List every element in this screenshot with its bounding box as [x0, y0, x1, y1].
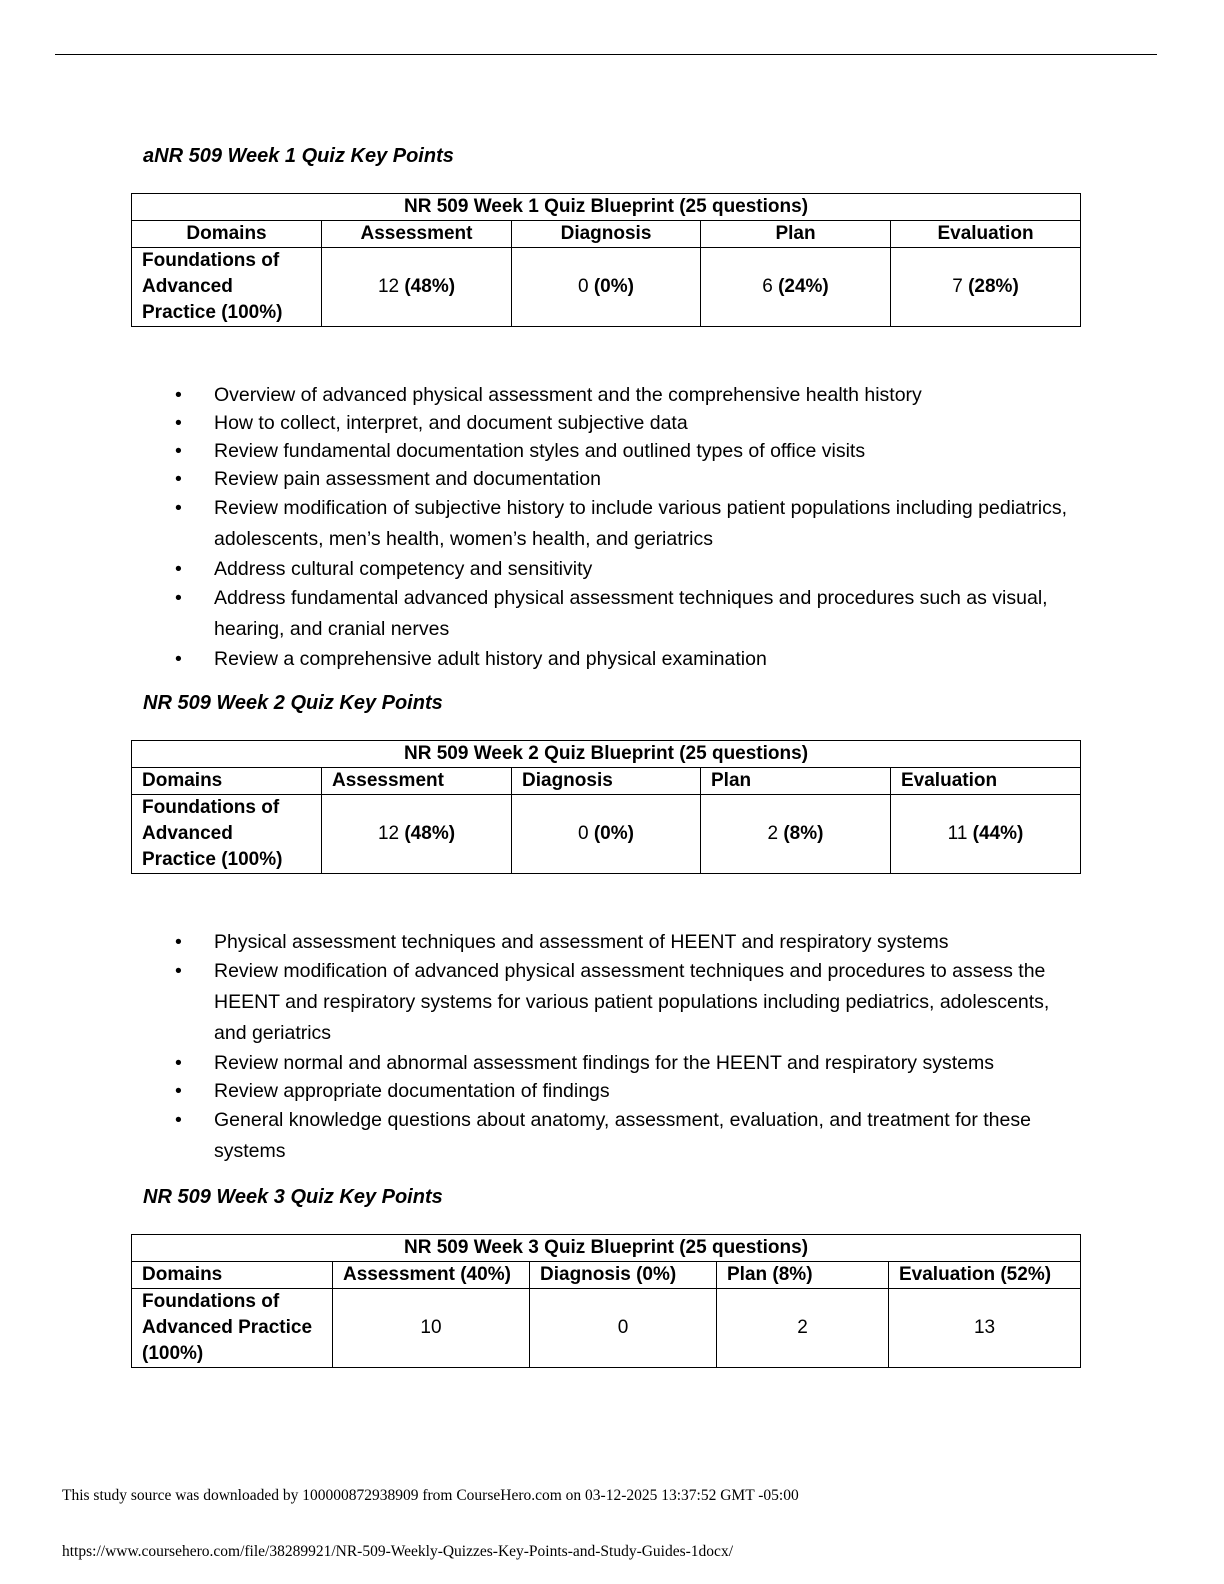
question-count: 0 — [617, 1317, 629, 1338]
list-item — [0, 409, 1224, 437]
question-percent: (8%) — [783, 823, 824, 844]
table-cell — [701, 795, 891, 874]
column-header: Domains — [132, 768, 322, 795]
week1-title: aNR 509 Week 1 Quiz Key Points — [143, 145, 454, 167]
download-notice: This study source was downloaded by 100000872938909 from CourseHero.com on 03-12-2025 13:37:52 GMT -05:00 — [62, 1487, 799, 1504]
column-header: Diagnosis (0%) — [530, 1262, 717, 1289]
column-header: Assessment (40%) — [333, 1262, 530, 1289]
header-rule — [55, 54, 1157, 55]
column-header: Domains — [132, 221, 322, 248]
column-header: Diagnosis — [512, 221, 701, 248]
bullet-icon: • — [175, 468, 182, 490]
question-count: 11 — [947, 823, 968, 844]
list-item — [0, 956, 1224, 1049]
question-percent: (0%) — [593, 823, 634, 844]
list-item-text: Review pain assessment and documentation — [214, 468, 601, 490]
table-cell — [322, 795, 512, 874]
column-header: Plan — [701, 768, 891, 795]
column-header: Evaluation — [891, 221, 1081, 248]
list-item — [0, 583, 1224, 645]
week1-blueprint-table — [131, 193, 1081, 327]
domain-cell: Foundations of Advanced Practice (100%) — [132, 795, 322, 874]
table-cell — [701, 248, 891, 327]
list-item — [0, 928, 1224, 956]
question-count: 0 — [578, 276, 589, 297]
question-count: 7 — [952, 276, 963, 297]
question-count: 12 — [377, 276, 400, 297]
table-caption: NR 509 Week 2 Quiz Blueprint (25 questions) — [132, 741, 1081, 768]
domain-cell: Foundations of Advanced Practice (100%) — [132, 1289, 333, 1368]
week3-title: NR 509 Week 3 Quiz Key Points — [143, 1186, 443, 1208]
column-header: Evaluation (52%) — [889, 1262, 1081, 1289]
column-header: Plan (8%) — [717, 1262, 889, 1289]
question-count: 2 — [797, 1317, 808, 1338]
bullet-icon: • — [175, 587, 182, 609]
list-item-text: Review normal and abnormal assessment findings for the HEENT and respiratory systems — [214, 1052, 994, 1074]
week2-key-points — [0, 928, 1224, 1167]
week1-key-points — [0, 381, 1224, 673]
list-item-text: General knowledge questions about anatomy, assessment, evaluation, and treatment for these systems — [214, 1109, 1031, 1162]
list-item — [0, 1049, 1224, 1077]
question-percent: (0%) — [593, 276, 634, 297]
table-cell — [891, 795, 1081, 874]
list-item — [0, 555, 1224, 583]
week2-title: NR 509 Week 2 Quiz Key Points — [143, 692, 443, 714]
list-item — [0, 493, 1224, 555]
question-percent: (48%) — [404, 276, 456, 297]
list-item — [0, 1105, 1224, 1167]
list-item-text: Review fundamental documentation styles and outlined types of office visits — [214, 440, 866, 462]
list-item — [0, 465, 1224, 493]
question-percent: (48%) — [404, 823, 456, 844]
column-header: Evaluation — [891, 768, 1081, 795]
list-item-text: Physical assessment techniques and assessment of HEENT and respiratory systems — [214, 931, 949, 953]
question-percent: (28%) — [968, 276, 1019, 297]
question-count: 13 — [973, 1317, 996, 1338]
table-cell — [512, 248, 701, 327]
column-header: Assessment — [322, 768, 512, 795]
question-count: 0 — [578, 823, 589, 844]
table-cell — [322, 248, 512, 327]
column-header: Diagnosis — [512, 768, 701, 795]
table-cell — [530, 1289, 717, 1368]
bullet-icon: • — [175, 1080, 182, 1102]
source-url[interactable]: https://www.coursehero.com/file/38289921/NR-509-Weekly-Quizzes-Key-Points-and-Study-Guides-1docx/ — [62, 1543, 733, 1560]
question-count: 10 — [420, 1317, 442, 1338]
bullet-icon: • — [175, 1052, 182, 1074]
bullet-icon: • — [175, 497, 182, 519]
question-percent: (44%) — [972, 823, 1024, 844]
domain-cell: Foundations of Advanced Practice (100%) — [132, 248, 322, 327]
bullet-icon: • — [175, 558, 182, 580]
bullet-icon: • — [175, 384, 182, 406]
column-header: Assessment — [322, 221, 512, 248]
question-count: 12 — [377, 823, 400, 844]
list-item-text: Review modification of subjective history to include various patient populations including pediatrics, adolescents, men’s health, women’s health, and geriatrics — [214, 497, 1068, 550]
list-item — [0, 645, 1224, 673]
table-caption: NR 509 Week 1 Quiz Blueprint (25 questions) — [132, 194, 1081, 221]
list-item-text: Address cultural competency and sensitivity — [214, 558, 593, 580]
list-item — [0, 1077, 1224, 1105]
list-item-text: Review a comprehensive adult history and physical examination — [214, 648, 767, 670]
list-item — [0, 381, 1224, 409]
list-item-text: Review modification of advanced physical assessment techniques and procedures to assess the HEENT and respiratory systems for various patient populations including pediatrics, adolescents, and geriatrics — [214, 960, 1050, 1044]
bullet-icon: • — [175, 412, 182, 434]
list-item — [0, 437, 1224, 465]
week2-blueprint-table — [131, 740, 1081, 874]
question-percent: (24%) — [778, 276, 829, 297]
bullet-icon: • — [175, 931, 182, 953]
table-cell — [889, 1289, 1081, 1368]
column-header: Domains — [132, 1262, 333, 1289]
bullet-icon: • — [175, 960, 182, 982]
bullet-icon: • — [175, 648, 182, 670]
table-cell — [512, 795, 701, 874]
list-item-text: How to collect, interpret, and document subjective data — [214, 412, 688, 434]
column-header: Plan — [701, 221, 891, 248]
week3-blueprint-table — [131, 1234, 1081, 1368]
question-count: 6 — [762, 276, 773, 297]
table-cell — [333, 1289, 530, 1368]
question-count: 2 — [767, 823, 779, 844]
list-item-text: Overview of advanced physical assessment and the comprehensive health history — [214, 384, 922, 406]
list-item-text: Review appropriate documentation of findings — [214, 1080, 610, 1102]
bullet-icon: • — [175, 1109, 182, 1131]
list-item-text: Address fundamental advanced physical assessment techniques and procedures such as visual, hearing, and cranial nerves — [214, 587, 1048, 640]
table-cell — [717, 1289, 889, 1368]
table-cell — [891, 248, 1081, 327]
table-caption: NR 509 Week 3 Quiz Blueprint (25 questions) — [132, 1235, 1081, 1262]
bullet-icon: • — [175, 440, 182, 462]
